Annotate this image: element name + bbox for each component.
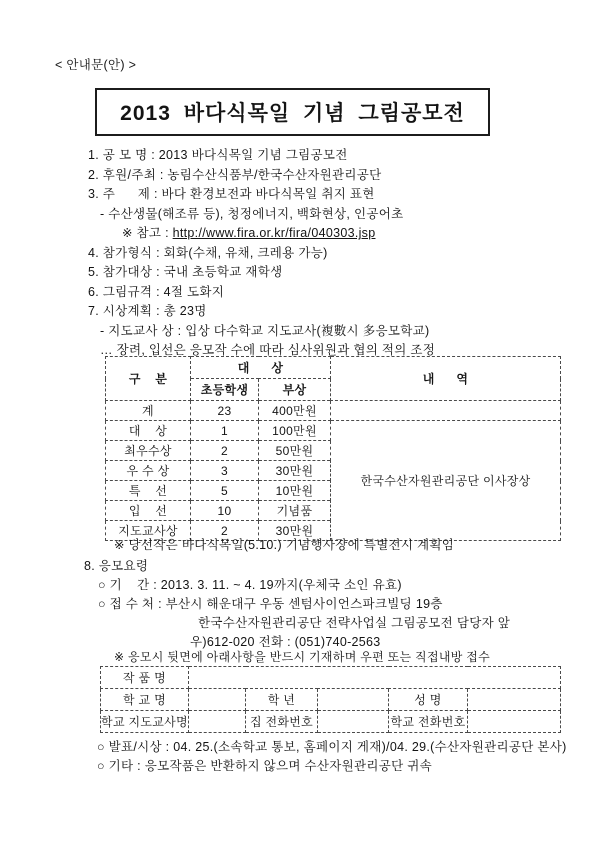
section8-address-3: 우)612-020 전화 : (051)740-2563 [190,635,381,649]
award-label: 계 [106,401,191,421]
award-label: 특 선 [106,481,191,501]
list-item-3-sub: - 수산생물(해조류 등), 청정에너지, 백화현상, 인공어초 [100,206,404,221]
award-detail-empty [331,401,561,421]
award-prize: 100만원 [259,421,331,441]
entry-form-table [100,666,561,733]
section8-heading: 8. 응모요령 [84,559,149,573]
section8-address-2: 한국수산자원관리공단 전략사업실 그림공모전 담당자 앞 [198,616,511,630]
award-col-group: 구 분 [106,357,191,401]
award-col-detail: 내 역 [331,357,561,401]
award-label: 대 상 [106,421,191,441]
entry-blank-school-phone [468,711,561,733]
entry-row-2 [101,689,561,711]
award-prize: 30만원 [259,461,331,481]
entry-blank-name [468,689,561,711]
award-count: 23 [191,401,259,421]
list-item-6: 6. 그림규격 : 4절 도화지 [88,284,225,299]
list-item-1: 1. 공 모 명 : 2013 바다식목일 기념 그림공모전 [88,148,348,162]
list-item-7-sub2: … 장려, 입선은 응모작 수에 따라 심사위원과 협의 적의 조정 [100,343,436,357]
doc-tag: < 안내문(안) > [55,58,137,72]
award-col-target: 대 상 [191,357,331,379]
award-count: 5 [191,481,259,501]
entry-label-school-phone: 학교 전화번호 [389,711,468,733]
footer-announcement: ○ 발표/시상 : 04. 25.(소속학교 통보, 홈페이지 게재)/04. 29.(수산자원관리공단 본사) [97,740,567,754]
entry-row-1 [101,667,561,689]
award-count: 10 [191,501,259,521]
entry-label-home-phone: 집 전화번호 [246,711,318,733]
reference-label: ※ 참고 : [122,226,173,240]
reference-url-link[interactable]: http://www.fira.or.kr/fira/040303.jsp [172,226,376,240]
list-item-3: 3. 주 제 : 바다 환경보전과 바다식목일 취지 표현 [88,187,375,201]
award-label: 최우수상 [106,441,191,461]
award-prize: 기념품 [259,501,331,521]
award-col-students: 초등학생 [191,379,259,401]
award-count: 2 [191,521,259,541]
doc-title: 2013 바다식목일 기념 그림공모전 [120,102,465,125]
award-detail-note: 한국수산자원관리공단 이사장상 [331,421,561,541]
award-prize: 50만원 [259,441,331,461]
award-prize: 400만원 [259,401,331,421]
entry-label-teacher: 학교 지도교사명 [101,711,189,733]
list-item-5: 5. 참가대상 : 국내 초등학교 재학생 [88,265,283,279]
award-row-grand [106,421,561,441]
entry-label-grade: 학 년 [246,689,318,711]
entry-blank-grade [318,689,389,711]
entry-label-school: 학 교 명 [101,689,189,711]
entry-row-3 [101,711,561,733]
award-label: 지도교사상 [106,521,191,541]
section8-note: ※ 응모시 뒷면에 아래사항을 반드시 기재하며 우편 또는 직접내방 접수 [114,650,491,664]
award-prize: 30만원 [259,521,331,541]
award-count: 2 [191,441,259,461]
entry-label-name: 성 명 [389,689,468,711]
entry-blank-teacher [189,711,246,733]
list-item-7-sub1: - 지도교사 상 : 입상 다수학교 지도교사(複數시 多응모학교) [100,323,430,338]
list-item-2: 2. 후원/주최 : 농림수산식품부/한국수산자원관리공단 [88,167,382,182]
section8-period: ○ 기 간 : 2013. 3. 11. ~ 4. 19까지(우체국 소인 유효) [98,578,402,592]
award-label: 우 수 상 [106,461,191,481]
entry-label-artwork: 작 품 명 [101,667,189,689]
list-item-7: 7. 시상계획 : 총 23명 [88,304,207,318]
entry-blank-home-phone [318,711,389,733]
list-item-4: 4. 참가형식 : 회화(수채, 유채, 크레용 가능) [88,245,328,260]
award-row-total [106,401,561,421]
numbered-list [88,146,435,361]
award-count: 1 [191,421,259,441]
award-label: 입 선 [106,501,191,521]
entry-blank-artwork [189,667,561,689]
footer-etc: ○ 기타 : 응모작품은 반환하지 않으며 수산자원관리공단 귀속 [97,759,433,773]
title-box [95,88,490,136]
award-table-note: ※ 당선작은 바다식목일(5.10.) 기념행사장에 특별전시 계획임 [114,538,455,552]
award-count: 3 [191,461,259,481]
award-header-row-1 [106,357,561,379]
award-col-prize: 부상 [259,379,331,401]
award-prize: 10만원 [259,481,331,501]
award-table [105,356,561,541]
entry-blank-school [189,689,246,711]
section8-address-1: ○ 접 수 처 : 부산시 해운대구 우동 센텀사이언스파크빌딩 19층 [98,597,443,611]
reference-line [88,224,435,244]
